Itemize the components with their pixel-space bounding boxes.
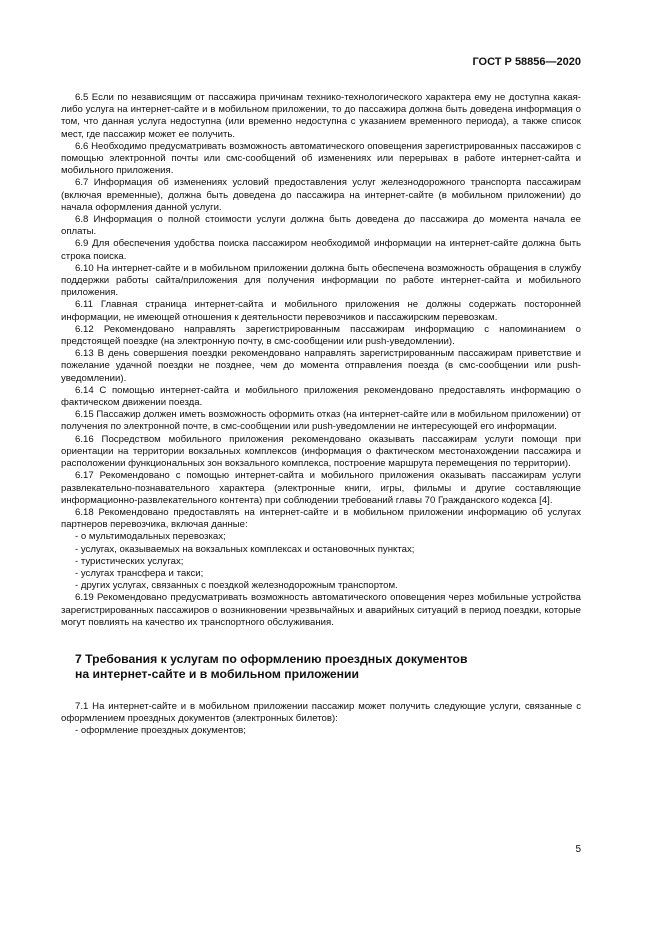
list-item: - услугах, оказываемых на вокзальных комплексах и остановочных пунктах; [75, 543, 415, 555]
section-7-title-line2: на интернет-сайте и в мобильном приложении [75, 667, 360, 682]
paragraph-6-7: 6.7 Информация об изменениях условий предоставления услуг железнодорожного транспорта пассажирам (включая временные), должна быть доведена до пассажира на интернет-сайте (в мобильном приложении) до начала оформления данной услуги. [61, 177, 581, 213]
list-item: - оформление проездных документов; [75, 725, 246, 737]
paragraph-6-19: 6.19 Рекомендовано предусматривать возможность автоматического оповещения через мобильные устройства зарегистрированных пассажиров о возникновении чрезвычайных и аварийных ситуаций в период поездки, которые могут повлиять на качество их транспортного обслуживания. [61, 592, 581, 628]
paragraph-6-18: 6.18 Рекомендовано предоставлять на интернет-сайте и в мобильном приложении информацию об услугах партнеров перевозчика, включая данные: [61, 506, 581, 531]
list-item: - других услугах, связанных с поездкой железнодорожным транспортом. [75, 580, 398, 592]
paragraph-6-12: 6.12 Рекомендовано направлять зарегистрированным пассажирам информацию с напоминанием о предстоящей поездке (на электронную почту, в смс-сообщении или push-уведомлении). [61, 323, 581, 348]
paragraph-6-16: 6.16 Посредством мобильного приложения рекомендовано оказывать пассажирам услуги помощи при ориентации на территории вокзальных комплексов (информация о фактическом местонахождении пассажира и расположении функциональных зон вокзального комплекса, построение маршрута перемещения по территории). [61, 433, 581, 470]
list-item: - о мультимодальных перевозках; [75, 531, 226, 543]
document-body [61, 92, 581, 738]
paragraph-6-13: 6.13 В день совершения поездки рекомендовано направлять зарегистрированным пассажирам приветствие и пожелание удачной поездки не позднее, чем до момента отправления поезда (в смс-сообщении или push-уведомлении). [61, 348, 581, 384]
paragraph-6-14: 6.14 С помощью интернет-сайта и мобильного приложения рекомендовано предоставлять информацию о фактическом движении поезда. [61, 384, 581, 409]
section-7-heading [61, 652, 581, 683]
paragraph-6-6: 6.6 Необходимо предусматривать возможность автоматического оповещения зарегистрированных пассажиров с помощью электронной почты или смс-сообщений об изменениях или перерывах в работе интернет-сайта и мобильного приложения. [61, 140, 581, 177]
page-number: 5 [575, 844, 581, 855]
list-item: - услугах трансфера и такси; [75, 567, 204, 579]
paragraph-6-9: 6.9 Для обеспечения удобства поиска пассажиром необходимой информации на интернет-сайте должна быть строка поиска. [61, 238, 581, 262]
paragraph-6-15: 6.15 Пассажир должен иметь возможность оформить отказ (на интернет-сайте или в мобильном приложении) от получения по электронной почте, в смс-сообщении или push-уведомлении не интересующей его информации. [61, 409, 581, 433]
paragraph-6-8: 6.8 Информация о полной стоимости услуги должна быть доведена до пассажира до момента начала ее оплаты. [61, 214, 581, 238]
document-header: ГОСТ Р 58856—2020 [472, 56, 581, 68]
section-7-title-line1: 7 Требования к услугам по оформлению проездных документов [75, 651, 468, 666]
paragraph-7-1: 7.1 На интернет-сайте и в мобильном приложении пассажир может получить следующие услуги, связанные с оформлением проездных документов (электронных билетов): [61, 700, 581, 725]
paragraph-6-17: 6.17 Рекомендовано с помощью интернет-сайта и мобильного приложения оказывать пассажирам услуги развлекательно-познавательного характера (электронные книги, игры, фильмы и другие составляющие информационно-развлекательного контента) при соблюдении требований главы 70 Гражданского кодекса [4]. [61, 470, 581, 506]
paragraph-6-11: 6.11 Главная страница интернет-сайта и мобильного приложения не должны содержать посторонней информации, не имеющей отношения к деятельности перевозчиков и пассажирским перевозкам. [61, 299, 581, 323]
paragraph-6-5: 6.5 Если по независящим от пассажира причинам технико-технологического характера ему не доступна какая-либо услуга на интернет-сайте и в мобильном приложении, то до пассажира должна быть доведена информация о том, что данная услуга недоступна (или временно недоступна с указанием временного периода), а также список мест, где пассажир может ее получить. [61, 92, 581, 140]
paragraph-6-10: 6.10 На интернет-сайте и в мобильном приложении должна быть обеспечена возможность обращения в службу поддержки работы сайта/приложения для получения информации по работе интернет-сайта и мобильного приложения. [61, 262, 581, 299]
list-item: - туристических услугах; [75, 555, 184, 567]
